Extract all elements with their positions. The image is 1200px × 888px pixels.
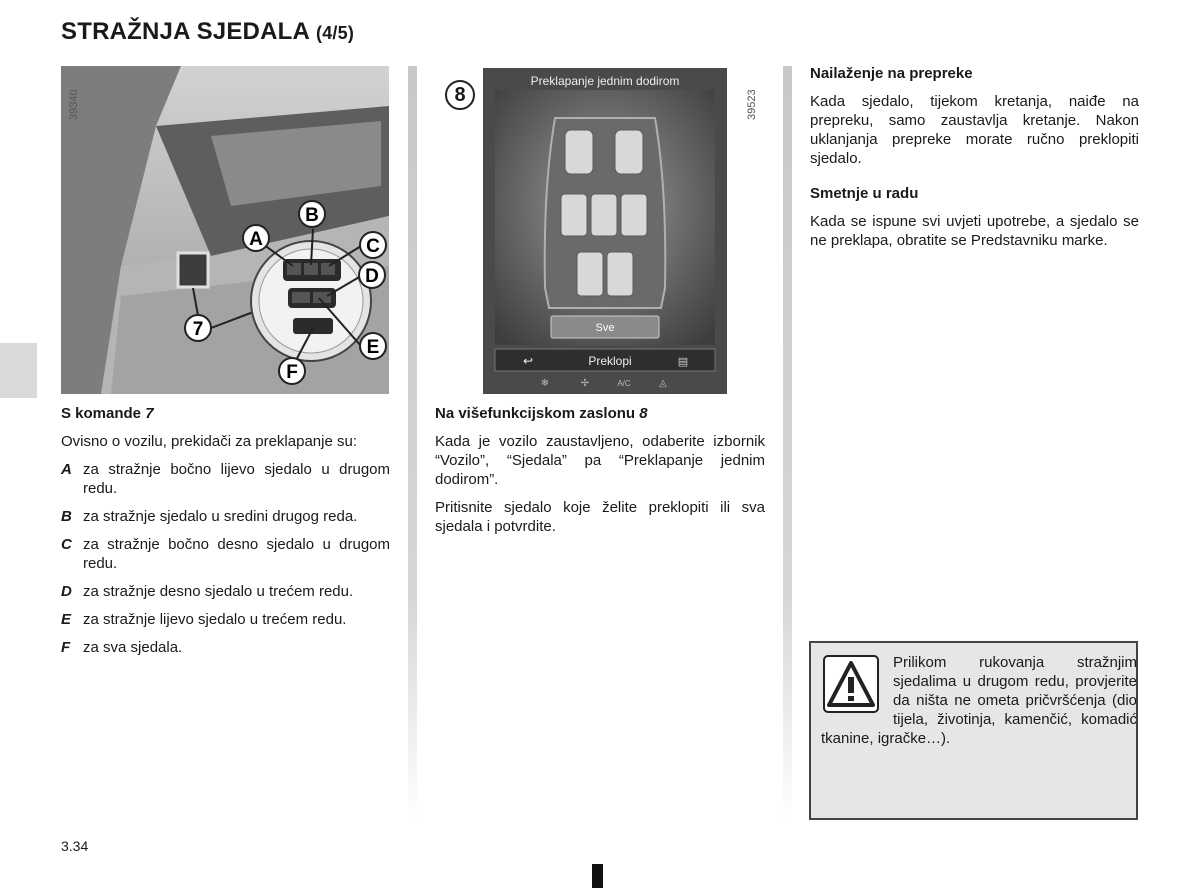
item-key: A (61, 461, 72, 478)
list-item (61, 460, 390, 498)
callout-a-text: A (249, 229, 263, 250)
figure2-ref: 39523 (746, 89, 758, 120)
page-marker (592, 864, 603, 888)
col2-p1: Kada je vozilo zaustavljeno, odaberite izbornik “Vozilo”, “Sjedala” pa “Preklapanje jednim dodirom”. (435, 433, 765, 488)
figure2-number: 8 (445, 80, 475, 110)
col1-heading (61, 404, 390, 423)
ac-label: A/C (617, 379, 631, 388)
boot-controls-illustration (61, 66, 389, 394)
title-part: (4/5) (316, 23, 355, 43)
page-title (61, 18, 354, 46)
list-item (61, 610, 390, 629)
warning-text: Prilikom rukovanja stražnjim sjedalima u drugom redu, provjerite da ništa ne ometa pričvršćenja (dio tijela, životinja, kamenčić, komadić tkanine, igračke…). (821, 654, 1137, 747)
all-seats-label: Sve (595, 322, 615, 334)
item-text: za stražnje desno sjedalo u trećem redu. (83, 583, 354, 600)
heat-icon: ❄ (540, 378, 550, 389)
col1-intro: Ovisno o vozilu, prekidači za preklapanje su: (61, 433, 357, 450)
list-item (61, 507, 390, 526)
col2-p2: Pritisnite sjedalo koje želite preklopiti ili sva sjedala i potvrdite. (435, 499, 765, 535)
back-icon[interactable]: ↩ (522, 354, 534, 368)
col1-heading-num: 7 (145, 405, 154, 422)
col1-heading-text: S komande (61, 405, 142, 422)
col2-heading-num: 8 (639, 405, 648, 422)
column-divider-2 (783, 66, 792, 820)
screen-title: Preklapanje jednim dodirom (530, 74, 680, 88)
col3-heading-1: Nailaženje na prepreke (810, 65, 973, 82)
item-text: za stražnje sjedalo u sredini drugog reda. (83, 508, 358, 525)
item-key: C (61, 536, 72, 553)
column-1 (61, 404, 390, 666)
callout-c-text: C (366, 236, 380, 257)
warning-text-block (811, 653, 1137, 748)
fan-icon: ✢ (580, 378, 590, 389)
section-tab (0, 343, 37, 398)
col3-heading-2: Smetnje u radu (810, 185, 919, 202)
column-2 (435, 404, 765, 545)
item-text: za stražnje bočno lijevo sjedalo u drugom redu. (83, 461, 390, 497)
column-3 (810, 64, 1139, 259)
warning-box (809, 641, 1138, 820)
fold-button[interactable]: Preklopi (588, 354, 632, 368)
item-key: E (61, 611, 72, 628)
col3-p2: Kada se ispune svi uvjeti upotrebe, a sjedalo se ne preklapa, obratite se Predstavniku marke. (810, 213, 1139, 249)
menu-icon[interactable]: ▤ (677, 355, 689, 368)
list-item (61, 535, 390, 573)
item-text: za sva sjedala. (83, 639, 183, 656)
item-key: D (61, 583, 72, 600)
callout-f-text: F (286, 362, 298, 383)
list-item (61, 638, 390, 657)
item-text: za stražnje bočno desno sjedalo u drugom redu. (83, 536, 390, 572)
column-divider-1 (408, 66, 417, 820)
list-item (61, 582, 390, 601)
col3-p1: Kada sjedalo, tijekom kretanja, naiđe na prepreku, samo zaustavlja kretanje. Nakon uklanjanja prepreke morate ručno preklopiti sjedalo. (810, 93, 1139, 167)
callout-d-text: D (365, 266, 379, 287)
col2-heading (435, 404, 765, 423)
multifunction-screen (483, 68, 727, 394)
col2-heading-text: Na višefunkcijskom zaslonu (435, 405, 636, 422)
recirculation-icon: ◬ (659, 378, 667, 389)
figure1-ref: 39340 (68, 89, 80, 120)
callout-7-text: 7 (192, 319, 204, 340)
page-number: 3.34 (61, 838, 89, 854)
callout-e-text: E (366, 337, 380, 358)
callout-b-text: B (305, 205, 319, 226)
item-key: F (61, 639, 71, 656)
item-key: B (61, 508, 72, 525)
title-text: STRAŽNJA SJEDALA (61, 18, 310, 45)
item-text: za stražnje lijevo sjedalo u trećem redu. (83, 611, 347, 628)
